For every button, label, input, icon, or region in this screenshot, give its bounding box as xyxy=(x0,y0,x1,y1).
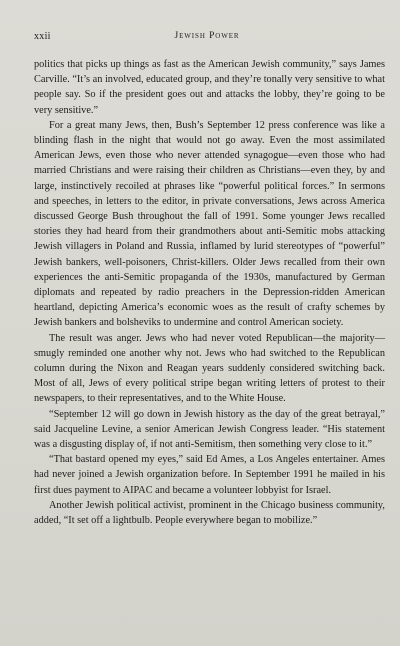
paragraph: politics that picks up things as fast as the American Jewish community,” says James Carville. “It’s an involved, educated group, and they’re tonally very sensitive to what people say. So if the president goes out and attacks the lobby, they’re going to be very sensitive.” xyxy=(34,59,385,116)
running-head: Jewish Power xyxy=(174,31,240,41)
paragraph: Another Jewish political activist, prominent in the Chicago business community, added, “It set off a lightbulb. People everywhere began to mobilize.” xyxy=(34,499,385,527)
paragraph: “September 12 will go down in Jewish history as the day of the great betrayal,” said Jacqueline Levine, a senior American Jewish Congress leader. “His statement was a disgusting display of, if not anti-Semitism, then something very close to it.” xyxy=(34,408,385,451)
page-number: xxii xyxy=(34,31,51,42)
body-text xyxy=(34,57,385,528)
page-header xyxy=(34,31,380,45)
paragraph: The result was anger. Jews who had never voted Republican—the majority—smugly reminded one another why not. Jews who had switched to the Republican column during the Nixon and Reagan years suddenly considered switching back. Most of all, Jews of every political stripe began writing letters of protest to their newspapers, to their representatives, and to the White House. xyxy=(34,332,385,405)
paragraph: For a great many Jews, then, Bush’s September 12 press conference was like a blinding flash in the night that would not go away. Even the most assimilated American Jews, even those who never attended synagogue—even those who had married Christians and were raising their children as Christians—even they, by and large, instinctively recoiled at phrases like “powerful political forces.” In sermons and speeches, in letters to the editor, in private conversations, Jews across America discussed George Bush throughout the fall of 1991. Some younger Jews recalled stories they had heard from their grandmothers about anti-Semitic mobs attacking Jewish villagers in Poland and Russia, inflamed by lurid stereotypes of “powerful” Jewish bankers, well-poisoners, Christ-killers. Older Jews recalled from their own experiences the anti-Semitic propaganda of the 1930s, manufactured by German diplomats and repeated by radio preachers in the Depression-ridden American heartland, depicting America’s economic woes as the result of crafty schemes by Jewish bankers and bolsheviks to undermine and control American society. xyxy=(34,119,385,329)
paragraph: “That bastard opened my eyes,” said Ed Ames, a Los Angeles entertainer. Ames had never joined a Jewish organization before. In September 1991 he mailed in his first dues payment to AIPAC and became a volunteer lobbyist for Israel. xyxy=(34,454,385,496)
